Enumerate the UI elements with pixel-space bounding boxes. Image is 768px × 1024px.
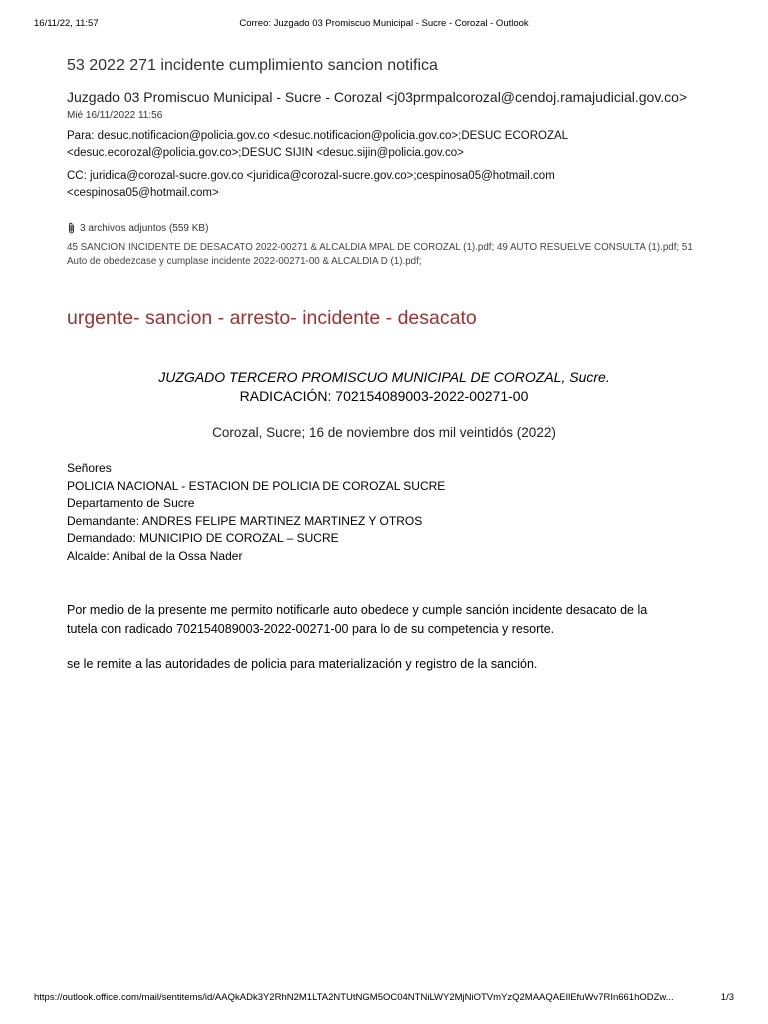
addressee-line: Demandado: MUNICIPIO DE COROZAL – SUCRE [67, 531, 339, 546]
urgent-heading: urgente- sancion - arresto- incidente - desacato [67, 307, 477, 329]
email-cc [67, 168, 717, 202]
paperclip-icon [67, 222, 76, 234]
email-cc-line-1: CC: juridica@corozal-sucre.gov.co <juridica@corozal-sucre.gov.co>;cespinosa05@hotmail.com [67, 170, 555, 182]
radicacion: RADICACIÓN: 702154089003-2022-00271-00 [239, 388, 529, 404]
addressee-line: Demandante: ANDRES FELIPE MARTINEZ MARTINEZ Y OTROS [67, 513, 423, 528]
page-number: 1/3 [720, 992, 734, 1003]
court-name: JUZGADO TERCERO PROMISCUO MUNICIPAL DE COROZAL, Sucre. [158, 369, 610, 385]
attachments-summary[interactable] [67, 222, 208, 234]
email-to-line-2: <desuc.ecorozal@policia.gov.co>;DESUC SIJIN <desuc.sijin@policia.gov.co> [67, 147, 464, 159]
body-paragraph-1-line-2: tutela con radicado 702154089003-2022-00271-00 para lo de su competencia y resorte. [67, 622, 555, 636]
addressee-line: POLICIA NACIONAL - ESTACION DE POLICIA DE COROZAL SUCRE [67, 478, 446, 493]
attachments-list [67, 241, 712, 269]
body-paragraph-2: se le remite a las autoridades de policia para materialización y registro de la sanción. [67, 657, 538, 671]
body-paragraph-1 [67, 601, 717, 639]
addressee-block [67, 460, 445, 566]
email-cc-line-2: <cespinosa05@hotmail.com> [67, 187, 219, 199]
attachments-count: 3 archivos adjuntos (559 KB) [80, 222, 209, 234]
addressee-line: Departamento de Sucre [67, 496, 195, 511]
email-sent-date: Mié 16/11/2022 11:56 [67, 110, 163, 121]
attachments-line-1[interactable]: 45 SANCION INCIDENTE DE DESACATO 2022-00271 & ALCALDIA MPAL DE COROZAL (1).pdf; 49 AUTO RESUELVE CONSULTA (1).pdf; 51 [67, 242, 693, 253]
email-to [67, 128, 717, 162]
place-date: Corozal, Sucre; 16 de noviembre dos mil veintidós (2022) [212, 425, 556, 440]
addressee-line: Alcalde: Anibal de la Ossa Nader [67, 548, 243, 563]
email-subject: 53 2022 271 incidente cumplimiento sancion notifica [67, 57, 438, 74]
body-paragraph-1-line-1: Por medio de la presente me permito notificarle auto obedece y cumple sanción incidente desacato de la [67, 603, 648, 617]
attachments-line-2[interactable]: Auto de obedezcase y cumplase incidente 2022-00271-00 & ALCALDIA D (1).pdf; [67, 256, 422, 267]
print-title: Correo: Juzgado 03 Promiscuo Municipal - Sucre - Corozal - Outlook [239, 18, 529, 29]
print-url: https://outlook.office.com/mail/sentitems/id/AAQkADk3Y2RhN2M1LTA2NTUtNGM5OC04NTNiLWY2MjNiOTVmYzQ2MAAQAEIlEfuWv7RIn661hODZw... [34, 992, 674, 1003]
email-to-line-1: Para: desuc.notificacion@policia.gov.co <desuc.notificacion@policia.gov.co>;DESUC ECOROZAL [67, 130, 569, 142]
print-datetime: 16/11/22, 11:57 [34, 18, 99, 29]
email-sender[interactable]: Juzgado 03 Promiscuo Municipal - Sucre - Corozal <j03prmpalcorozal@cendoj.ramajudicial.gov.co> [67, 89, 688, 105]
addressee-line: Señores [67, 461, 112, 475]
